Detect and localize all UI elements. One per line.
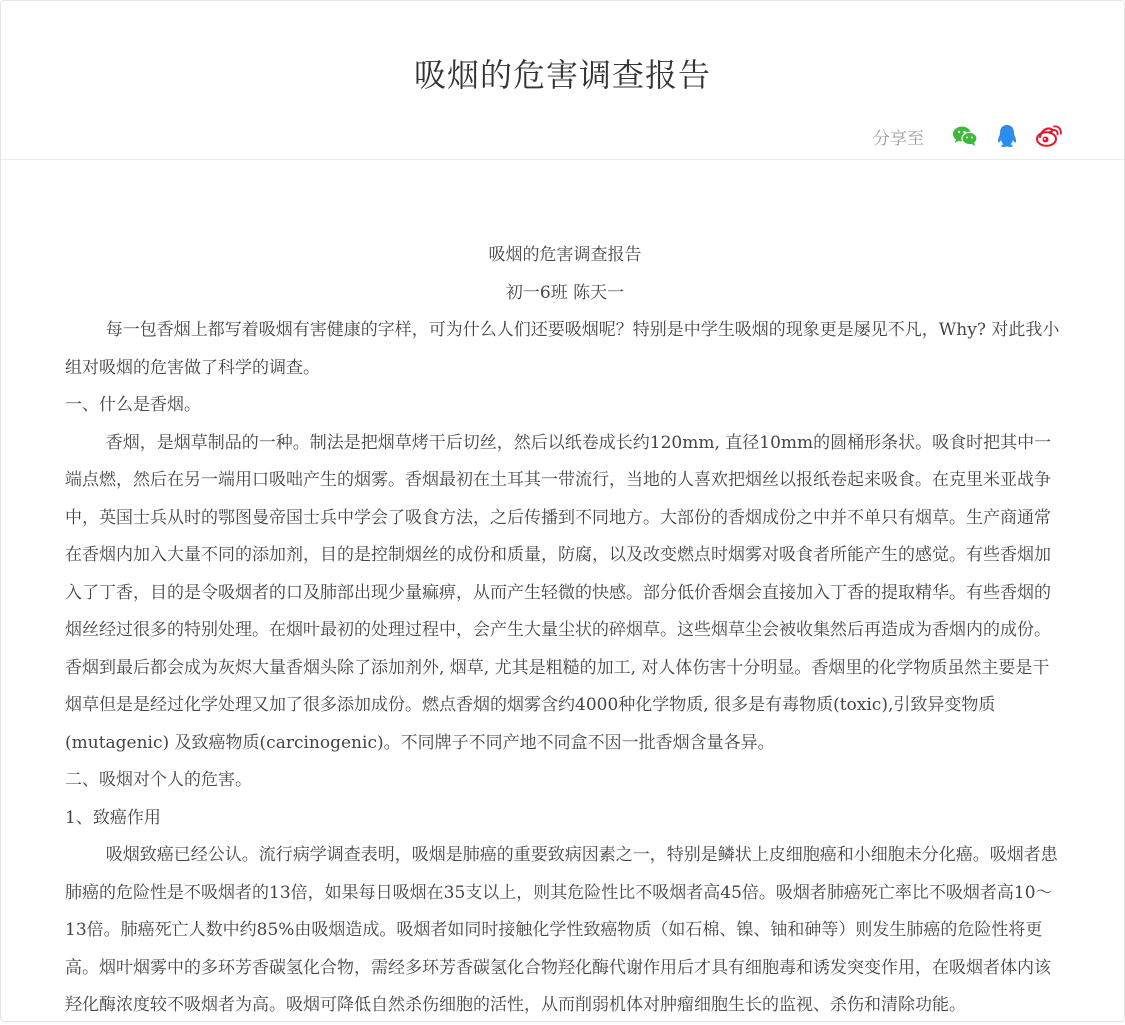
share-qq-button[interactable] xyxy=(992,121,1022,151)
article-title: 吸烟的危害调查报告 xyxy=(488,245,642,265)
article-body xyxy=(65,237,1065,1025)
section-heading: 一、什么是香烟。 xyxy=(65,395,201,415)
article-author: 初一6班 陈天一 xyxy=(505,282,625,303)
share-weibo-button[interactable] xyxy=(1034,121,1064,151)
article-header xyxy=(1,1,1124,160)
paragraph: 香烟，是烟草制品的一种。制法是把烟草烤干后切丝，然后以纸卷成长约120mm, 直径10mm的圆桶形条状。吸食时把其中一端点燃，然后在另一端用口吸咄产生的烟雾。香烟最初在土耳其一带流行，当地的人喜欢把烟丝以报纸卷起来吸食。在克里米亚战争中，英国士兵从时的鄂图曼帝国士兵中学会了吸食方法，之后传播到不同地方。大部份的香烟成份之中并不单只有烟草。生产商通常在香烟内加入大量不同的添加剂，目的是控制烟丝的成份和质量，防腐，以及改变燃点时烟雾对吸食者所能产生的感觉。有些香烟加入了丁香，目的是令吸烟者的口及肺部出现少量痲痹，从而产生轻微的快感。部分低价香烟会直接加入丁香的提取精华。有些香烟的烟丝经过很多的特别处理。在烟叶最初的处理过程中，会产生大量尘状的碎烟草。这些烟草尘会被收集然后再造成为香烟内的成份。香烟到最后都会成为灰烬大量香烟头除了添加剂外, 烟草, 尤其是粗糙的加工, 对人体伤害十分明显。香烟里的化学物质虽然主要是干烟草但是是经过化学处理又加了很多添加成份。燃点香烟的烟雾含约4000种化学物质, 很多是有毒物质(toxic),引致异变物质 (mutagenic) 及致癌物质(carcinogenic)。不同牌子不同产地不同盒不因一批香烟含量各异。 xyxy=(65,432,1052,753)
share-wechat-button[interactable] xyxy=(950,121,980,151)
share-label: 分享至 xyxy=(873,128,924,149)
weibo-icon xyxy=(1036,125,1062,147)
wechat-icon xyxy=(952,125,978,147)
qq-icon xyxy=(996,124,1018,148)
share-bar xyxy=(873,121,1064,151)
subsection-heading: 1、致癌作用 xyxy=(65,807,161,828)
page-title: 吸烟的危害调查报告 xyxy=(413,56,711,94)
paragraph: 吸烟致癌已经公认。流行病学调查表明，吸烟是肺癌的重要致病因素之一，特别是鳞状上皮细胞癌和小细胞未分化癌。吸烟者患肺癌的危险性是不吸烟者的13倍，如果每日吸烟在35支以上，则其危险性比不吸烟者高45倍。吸烟者肺癌死亡率比不吸烟者高10～13倍。肺癌死亡人数中约85%由吸烟造成。吸烟者如同时接触化学性致癌物质（如石棉、镍、铀和砷等）则发生肺癌的危险性将更高。烟叶烟雾中的多环芳香碳氢化合物，需经多环芳香碳氢化合物羟化酶代谢作用后才具有细胞毒和诱发突变作用，在吸烟者体内该羟化酶浓度较不吸烟者为高。吸烟可降低自然杀伤细胞的活性，从而削弱机体对肿瘤细胞生长的监视、杀伤和清除功能。 xyxy=(65,845,1058,1015)
section-heading: 二、吸烟对个人的危害。 xyxy=(65,770,252,790)
paragraph: 每一包香烟上都写着吸烟有害健康的字样，可为什么人们还要吸烟呢？特别是中学生吸烟的现象更是屡见不凡，Why? 对此我小组对吸烟的危害做了科学的调查。 xyxy=(65,320,1060,378)
